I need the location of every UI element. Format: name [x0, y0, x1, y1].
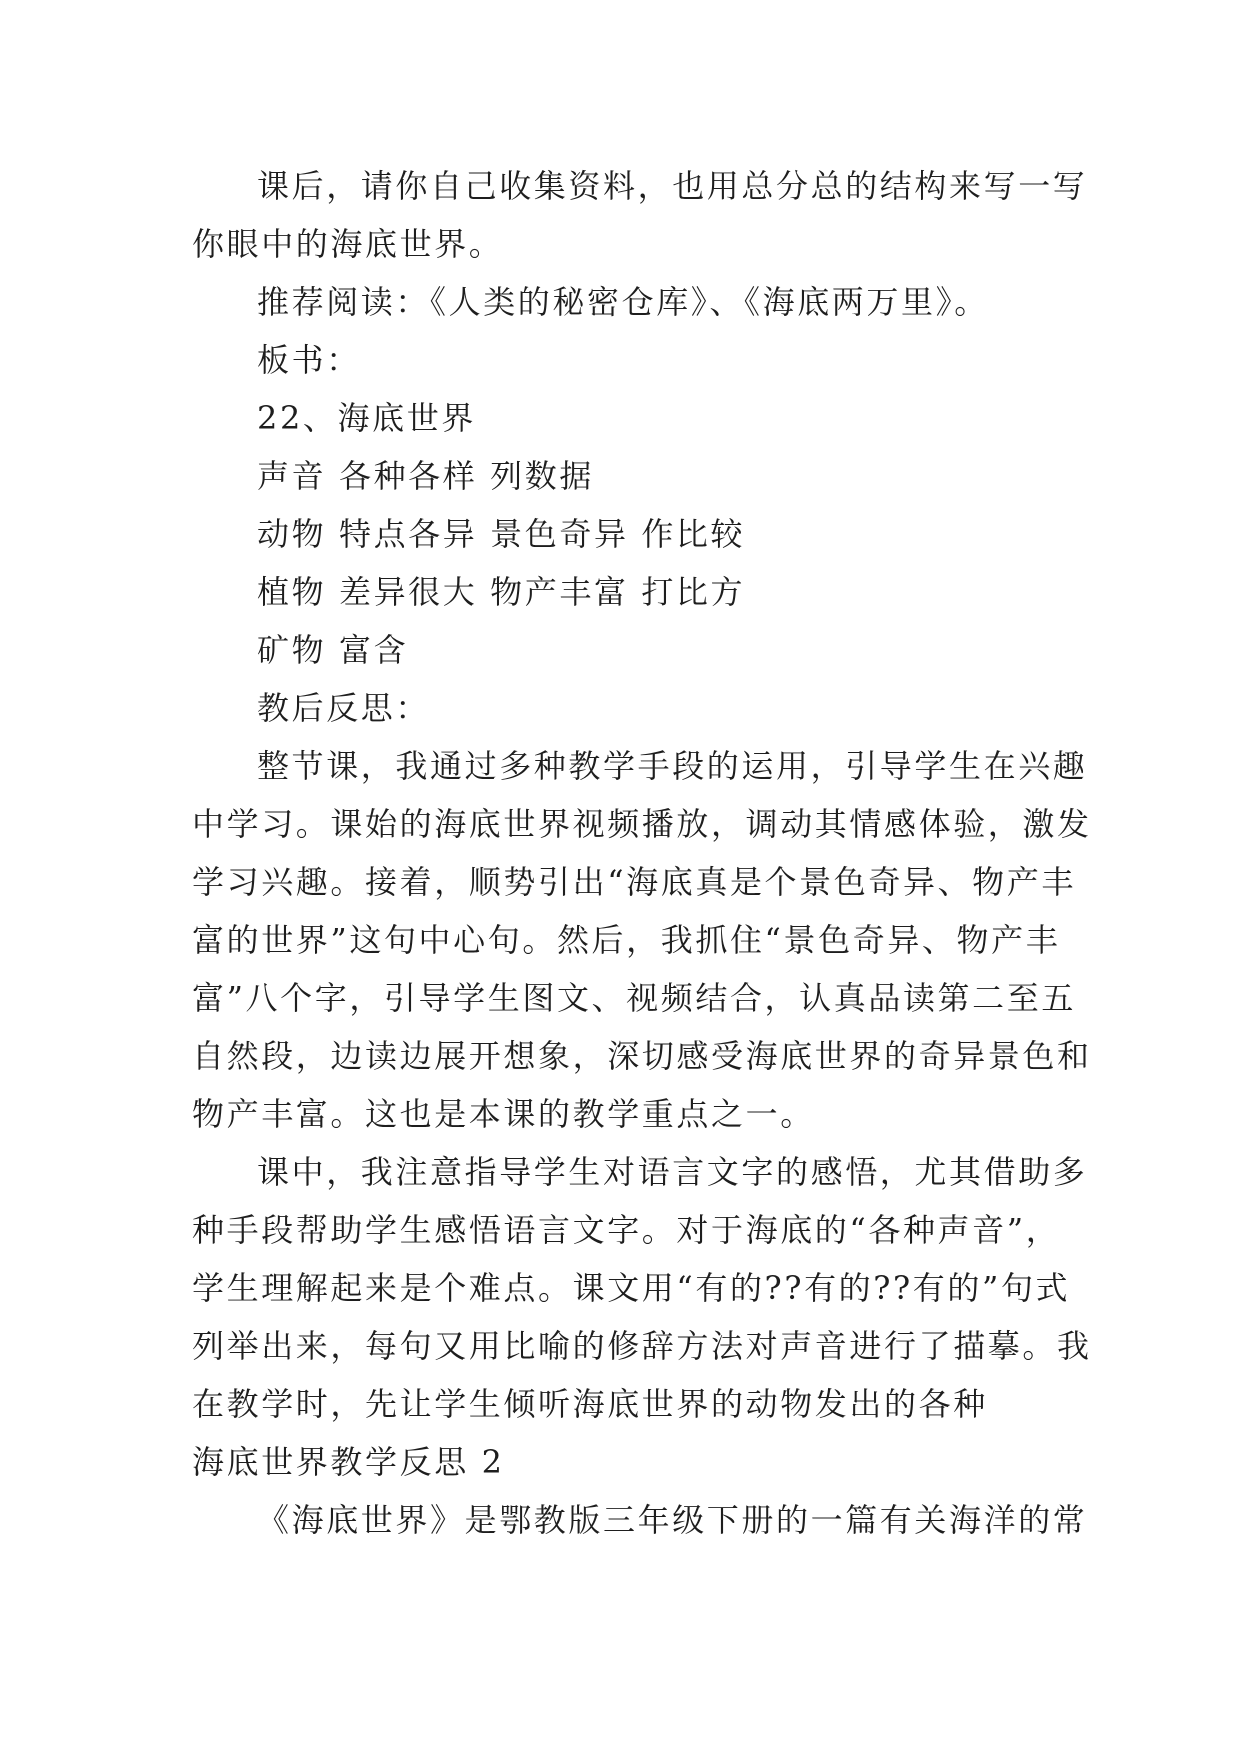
reflection-paragraph-1-line: 富的世界”这句中心句。然后，我抓住“景色奇异、物产丰	[192, 921, 1061, 959]
reflection-paragraph-2-line: 课中，我注意指导学生对语言文字的感悟，尤其借助多	[257, 1153, 1088, 1191]
blackboard-row-sound: 声音 各种各样 列数据	[257, 457, 594, 495]
reflection-paragraph-2-line: 种手段帮助学生感悟语言文字。对于海底的“各种声音”，	[192, 1211, 1061, 1249]
reflection-paragraph-1-line: 中学习。课始的海底世界视频播放，调动其情感体验，激发	[192, 805, 1092, 843]
reflection-paragraph-2-line: 列举出来，每句又用比喻的修辞方法对声音进行了描摹。我	[192, 1327, 1092, 1365]
reflection-paragraph-2-line: 学生理解起来是个难点。课文用“有的??有的??有的”句式	[192, 1269, 1071, 1307]
blackboard-row-animals: 动物 特点各异 景色奇异 作比较	[257, 515, 746, 553]
section-2-paragraph-line: 《海底世界》是鄂教版三年级下册的一篇有关海洋的常	[257, 1501, 1088, 1539]
reflection-heading: 教后反思：	[257, 689, 431, 727]
reflection-paragraph-1-line: 富”八个字，引导学生图文、视频结合，认真品读第二至五	[192, 979, 1076, 1017]
reflection-paragraph-1-line: 整节课，我通过多种教学手段的运用，引导学生在兴趣	[257, 747, 1088, 785]
blackboard-row-minerals: 矿物 富含	[257, 631, 409, 669]
reflection-paragraph-2-line: 在教学时，先让学生倾听海底世界的动物发出的各种	[192, 1385, 988, 1423]
blackboard-row-plants: 植物 差异很大 物产丰富 打比方	[257, 573, 746, 611]
recommended-reading-line: 推荐阅读：《人类的秘密仓库》、《海底两万里》。	[257, 283, 989, 321]
section-title: 海底世界教学反思 2	[192, 1443, 505, 1481]
paragraph-line-after-class-task: 课后，请你自己收集资料，也用总分总的结构来写一写	[257, 167, 1088, 205]
reflection-paragraph-1-line: 物产丰富。这也是本课的教学重点之一。	[192, 1095, 815, 1133]
reflection-paragraph-1-line: 学习兴趣。接着，顺势引出“海底真是个景色奇异、物产丰	[192, 863, 1076, 901]
blackboard-heading: 板书：	[257, 341, 361, 379]
paragraph-line-after-class-task-cont: 你眼中的海底世界。	[192, 225, 504, 263]
reflection-paragraph-1-line: 自然段，边读边展开想象，深切感受海底世界的奇异景色和	[192, 1037, 1092, 1075]
blackboard-title: 22、海底世界	[257, 399, 476, 437]
